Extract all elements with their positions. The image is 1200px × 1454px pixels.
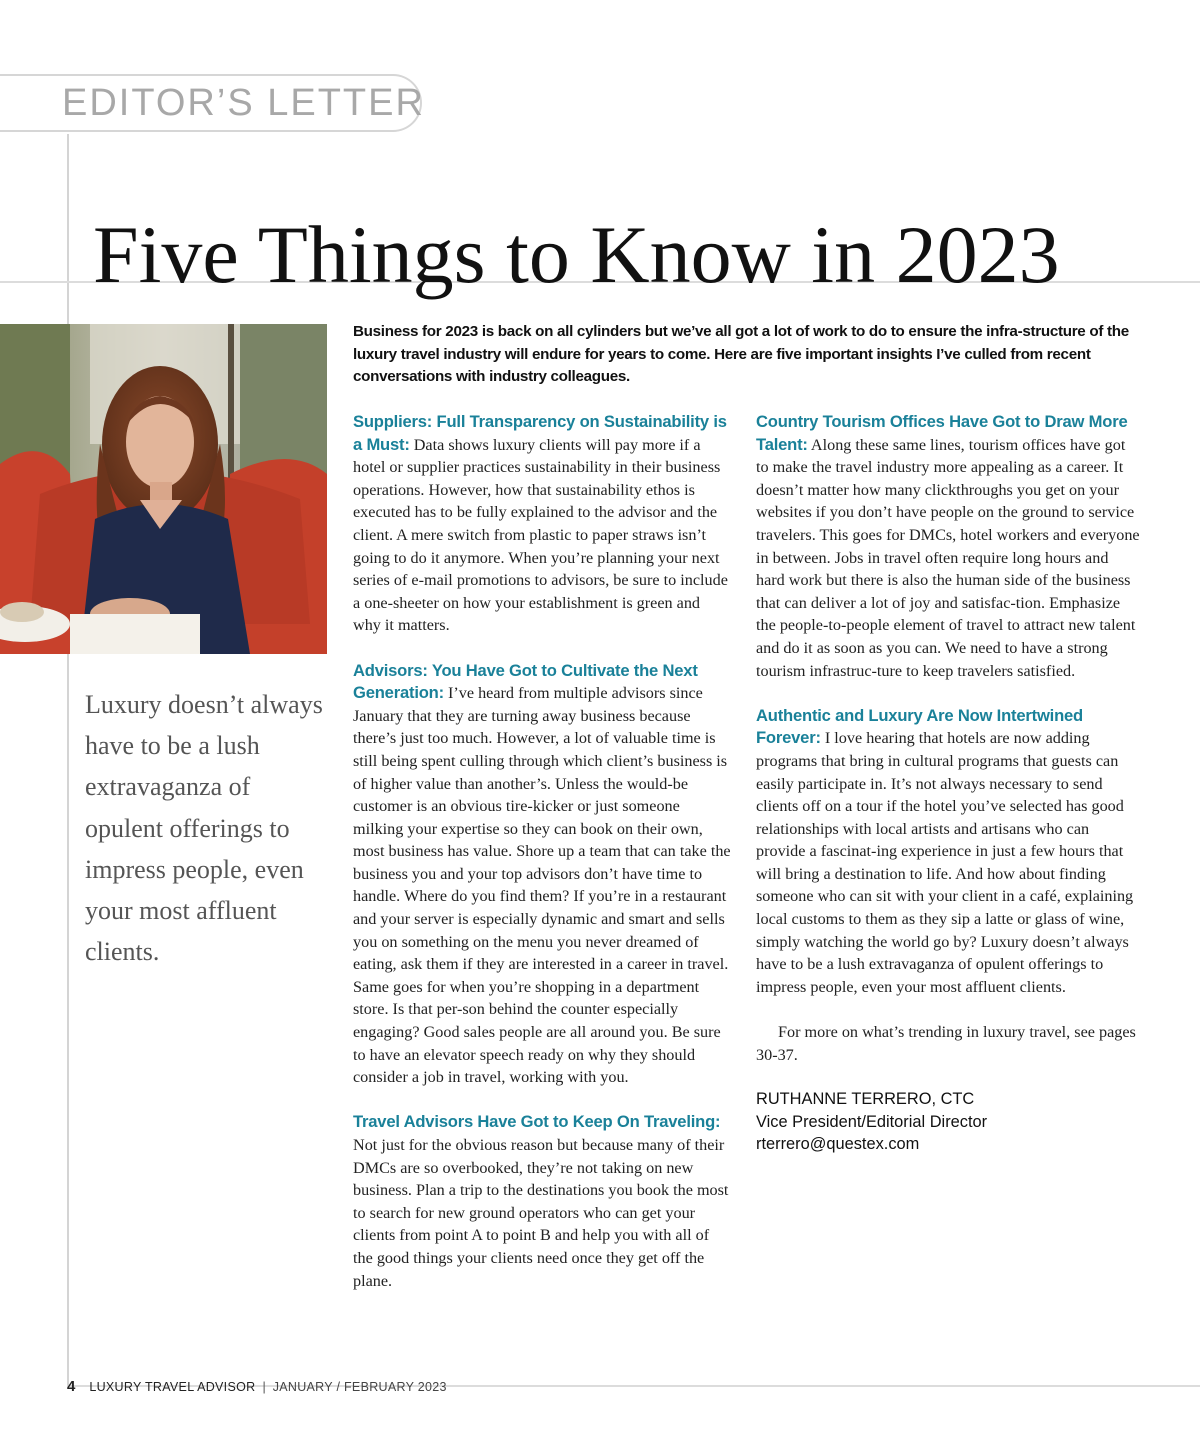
frame-rule-vertical [67, 134, 69, 1386]
section-heading: Country Tourism Offices Have Got to Draw More Talent: [756, 412, 1128, 454]
article-column-right [756, 411, 1140, 1156]
section-body: I love hearing that hotels are now adding programs that bring in cultural programs that guests can easily participate in. It’s not always necessary to send clients off on a tour if the hotel you’ve selected has good relationships with local artists and artisans who can provide a fascinat-ing experience in just a few hours that will bring a destination to life. And how about finding someone who can sit with your client in a café, explaining local customs to them as they sip a latte or glass of wine, simply watching the world go by? Luxury doesn’t always have to be a lush extravaganza of opulent offerings to impress people, even your most affluent clients. [756, 729, 1134, 996]
article-section [353, 1111, 731, 1292]
section-heading: Travel Advisors Have Got to Keep On Traveling: [353, 1112, 721, 1132]
author-title: Vice President/Editorial Director [756, 1112, 988, 1131]
article-section [353, 660, 731, 1089]
signature [756, 1088, 1140, 1156]
publication-name: LUXURY TRAVEL ADVISOR [89, 1380, 256, 1394]
article-column-left [353, 411, 731, 1292]
section-heading: Authentic and Luxury Are Now Intertwined Forever: [756, 705, 1083, 748]
section-body: Along these same lines, tourism offices have got to make the travel industry more appealing as a career. It doesn’t matter how many clickthroughs you get on your websites if you don’t have people on the ground to service travelers. This goes for DMCs, hotel workers and everyone in between. Jobs in travel often require long hours and hard work but there is also the human side of the business that can deliver a lot of joy and satisfac-tion. Emphasize the people-to-people element of travel to attract new talent and do it as soon as you can. We need to have a strong tourism infrastruc-ture to keep travelers satisfied. [756, 435, 1140, 680]
closing-paragraph: For more on what’s trending in luxury travel, see pages 30-37. [756, 1023, 1136, 1064]
author-email: rterrero@questex.com [756, 1135, 920, 1154]
section-body: I’ve heard from multiple advisors since January that they are turning away business because there’s just too much. However, a lot of valuable time is still being spent culling through which client’s business is of higher value than another’s. Unless the would-be customer is an obvious tire-kicker or just someone milking your expertise so they can book on their own, most business has value. Shore up a team that can take the business you and your top advisors don’t have time to handle. Where do you find them? If you’re in a restaurant and your server is especially dynamic and smart and sells you on something on the menu you never dreamed of eating, ask them if they are interested in a career in travel. Same goes for when you’re shopping in a department store. Is that per-son behind the counter especially engaging? Good sales people are all around you. Be sure to have an elevator speech ready on why they should consider a job in travel, working with you. [353, 684, 731, 1087]
section-heading: Suppliers: Full Transparency on Sustainability is a Must: [353, 412, 727, 454]
page-footer [67, 1378, 447, 1395]
pull-quote: Luxury doesn’t always have to be a lush extravaganza of opulent offerings to impress people, even your most affluent clients. [85, 690, 323, 967]
article-intro: Business for 2023 is back on all cylinders but we’ve all got a lot of work to do to ensure the infra-structure of the luxury travel industry will endure for years to come. Here are five important insights I’ve culled from recent conversations with industry colleagues. [353, 323, 1129, 385]
section-heading: Advisors: You Have Got to Cultivate the Next Generation: [353, 660, 698, 703]
author-name: RUTHANNE TERRERO, CTC [756, 1090, 975, 1109]
section-body: Data shows luxury clients will pay more if a hotel or supplier practices sustainability in their business operations. However, how that sustainability ethos is executed has to be fully explained to the advisor and the client. A mere switch from plastic to paper straws isn’t going to do it anymore. When you’re planning your next series of e-mail promotions to advisors, be sure to include a one-sheeter on how your establishment is green and why it matters. [353, 435, 728, 635]
footer-separator: | [262, 1380, 266, 1394]
editor-photo [0, 324, 327, 654]
page-number: 4 [67, 1378, 76, 1395]
section-label: EDITOR’S LETTER [62, 82, 425, 124]
section-body: Not just for the obvious reason but because many of their DMCs are so overbooked, they’re not taking on new business. Plan a trip to the destinations you book the most to search for new ground operators who can get your clients from point A to point B and help you with all of the good things your clients need once they get off the plane. [353, 1136, 729, 1290]
article-section [756, 705, 1140, 999]
article-section [756, 411, 1140, 682]
article-title: Five Things to Know in 2023 [93, 209, 1060, 300]
article-section [353, 411, 731, 637]
issue-date: JANUARY / FEBRUARY 2023 [272, 1380, 447, 1394]
